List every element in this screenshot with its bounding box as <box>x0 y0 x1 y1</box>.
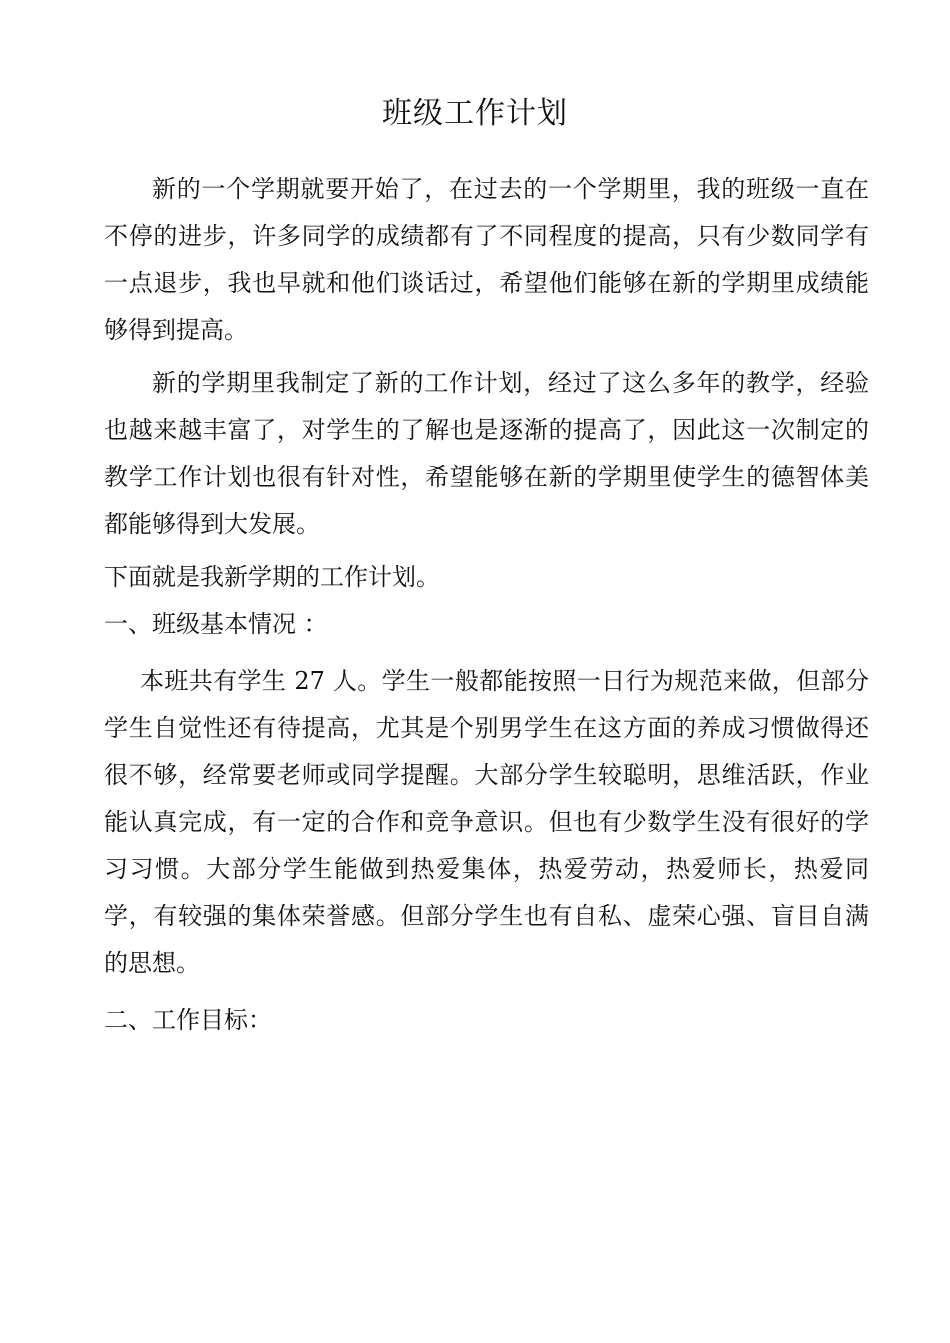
intro-paragraph-1: 新的一个学期就要开始了，在过去的一个学期里，我的班级一直在不停的进步，许多同学的成绩都有了不同程度的提高，只有少数同学有一点退步，我也早就和他们谈话过，希望他们能够在新的学期里成绩能够得到提高。 <box>104 175 869 344</box>
document-body <box>104 166 869 1044</box>
section-2-heading: 二、工作目标： <box>104 1006 272 1034</box>
intro-paragraph-2: 新的学期里我制定了新的工作计划，经过了这么多年的教学，经验也越来越丰富了，对学生的了解也是逐渐的提高了，因此这一次制定的教学工作计划也很有针对性，希望能够在新的学期里使学生的德智体美都能够得到大发展。 <box>104 369 869 538</box>
lead-line: 下面就是我新学期的工作计划。 <box>104 563 440 591</box>
document-title: 班级工作计划 <box>382 96 568 131</box>
section-1-heading: 一、班级基本情况 ： <box>104 610 328 638</box>
section-1-paragraph: 本班共有学生 27 人。学生一般都能按照一日行为规范来做，但部分学生自觉性还有待提高，尤其是个别男学生在这方面的养成习惯做得还很不够，经常要老师或同学提醒。大部分学生较聪明，思维活跃，作业能认真完成，有一定的合作和竞争意识。但也有少数学生没有很好的学习习惯。大部分学生能做到热爱集体，热爱劳动，热爱师长，热爱同学，有较强的集体荣誉感。但部分学生也有自私、虚荣心强、盲目自满的思想。 <box>104 667 869 977</box>
